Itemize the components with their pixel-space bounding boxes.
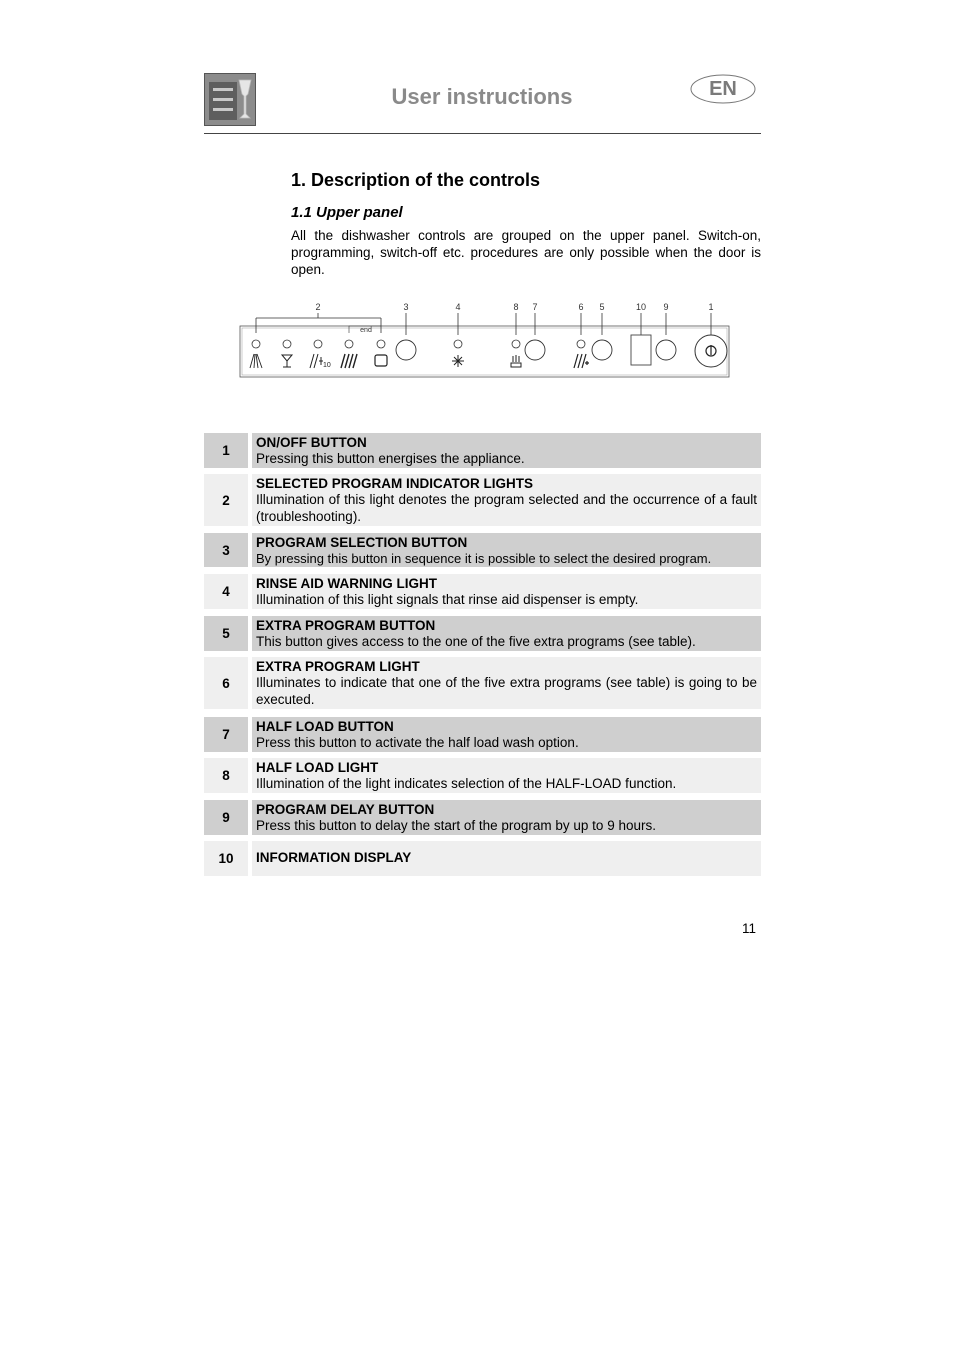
row-description: Illumination of the light indicates selection of the HALF-LOAD function. [256,776,677,791]
extra-program-light-graphic [577,340,585,348]
row-content [252,533,761,567]
information-display-graphic [631,335,651,365]
row-title: SELECTED PROGRAM INDICATOR LIGHTS [256,476,534,491]
language-code: EN [709,78,737,100]
row-description: By pressing this button in sequence it is possible to select the desired program. [256,551,712,566]
row-title: EXTRA PROGRAM BUTTON [256,618,436,633]
row-content [252,800,761,835]
row-title: HALF LOAD LIGHT [256,760,379,775]
row-description: Illumination of this light signals that rinse aid dispenser is empty. [256,592,639,607]
callout-5: 5 [599,302,605,312]
row-number: 5 [204,616,248,651]
row-content [252,616,761,651]
callout-10: 10 [635,302,647,312]
callout-3: 3 [403,302,409,312]
delay-button-graphic [656,340,676,360]
row-content [252,841,761,876]
table-row [204,616,761,651]
table-row [204,657,761,709]
row-title: ON/OFF BUTTON [256,435,367,450]
program-light-4 [345,340,353,348]
program-light-3 [314,340,322,348]
row-number: 7 [204,717,248,752]
table-row [204,574,761,609]
table-row [204,841,761,876]
row-title: PROGRAM DELAY BUTTON [256,802,435,817]
row-content [252,717,761,752]
row-content [252,758,761,793]
row-description: Press this button to activate the half load wash option. [256,735,579,750]
end-label: end [360,327,372,334]
program-light-2 [283,340,291,348]
row-description: Illumination of this light denotes the program selected and the occurrence of a fault (troubleshooting). [256,492,757,524]
program-light-1 [252,340,260,348]
page-header-title: User instructions [391,84,573,109]
row-content [252,657,761,709]
callout-7: 7 [532,302,538,312]
row-number: 8 [204,758,248,793]
table-row [204,800,761,835]
header-divider [204,133,761,134]
section-title: 1. Description of the controls [291,170,541,190]
row-description: Pressing this button energises the appliance. [256,451,525,466]
row-title: INFORMATION DISPLAY [256,850,412,865]
row-content [252,433,761,468]
program-light-5 [377,340,385,348]
row-content [252,474,761,526]
table-row [204,533,761,567]
callout-2: 2 [315,302,321,312]
table-row [204,758,761,793]
table-row [204,433,761,468]
row-title: EXTRA PROGRAM LIGHT [256,659,420,674]
svg-text:10: 10 [323,362,331,369]
row-number: 6 [204,657,248,709]
row-number: 10 [204,841,248,876]
intro-paragraph: All the dishwasher controls are grouped on the upper panel. Switch-on, programming, switch-off etc. procedures are only possible when the door is open. [291,228,761,277]
row-title: PROGRAM SELECTION BUTTON [256,535,468,550]
control-panel-diagram [230,295,740,390]
row-number: 9 [204,800,248,835]
program-selection-button-graphic [396,340,416,360]
callout-6: 6 [578,302,584,312]
callout-4: 4 [455,302,461,312]
row-number: 3 [204,533,248,567]
row-number: 2 [204,474,248,526]
row-title: RINSE AID WARNING LIGHT [256,576,437,591]
row-content [252,574,761,609]
row-number: 4 [204,574,248,609]
table-row [204,474,761,526]
table-row [204,717,761,752]
extra-program-button-graphic [592,340,612,360]
subsection-title: 1.1 Upper panel [291,204,403,221]
half-load-button-graphic [525,340,545,360]
row-title: HALF LOAD BUTTON [256,719,394,734]
half-load-light-graphic [512,340,520,348]
language-badge [690,74,756,104]
callout-8: 8 [513,302,519,312]
row-number: 1 [204,433,248,468]
callout-1: 1 [708,302,714,312]
row-description: This button gives access to the one of the five extra programs (see table). [256,634,696,649]
row-description: Press this button to delay the start of the program by up to 9 hours. [256,818,656,833]
rinse-aid-light-graphic [454,340,462,348]
callout-9: 9 [663,302,669,312]
page-number: 11 [742,921,757,936]
row-description: Illuminates to indicate that one of the five extra programs (see table) is going to be executed. [256,675,757,707]
